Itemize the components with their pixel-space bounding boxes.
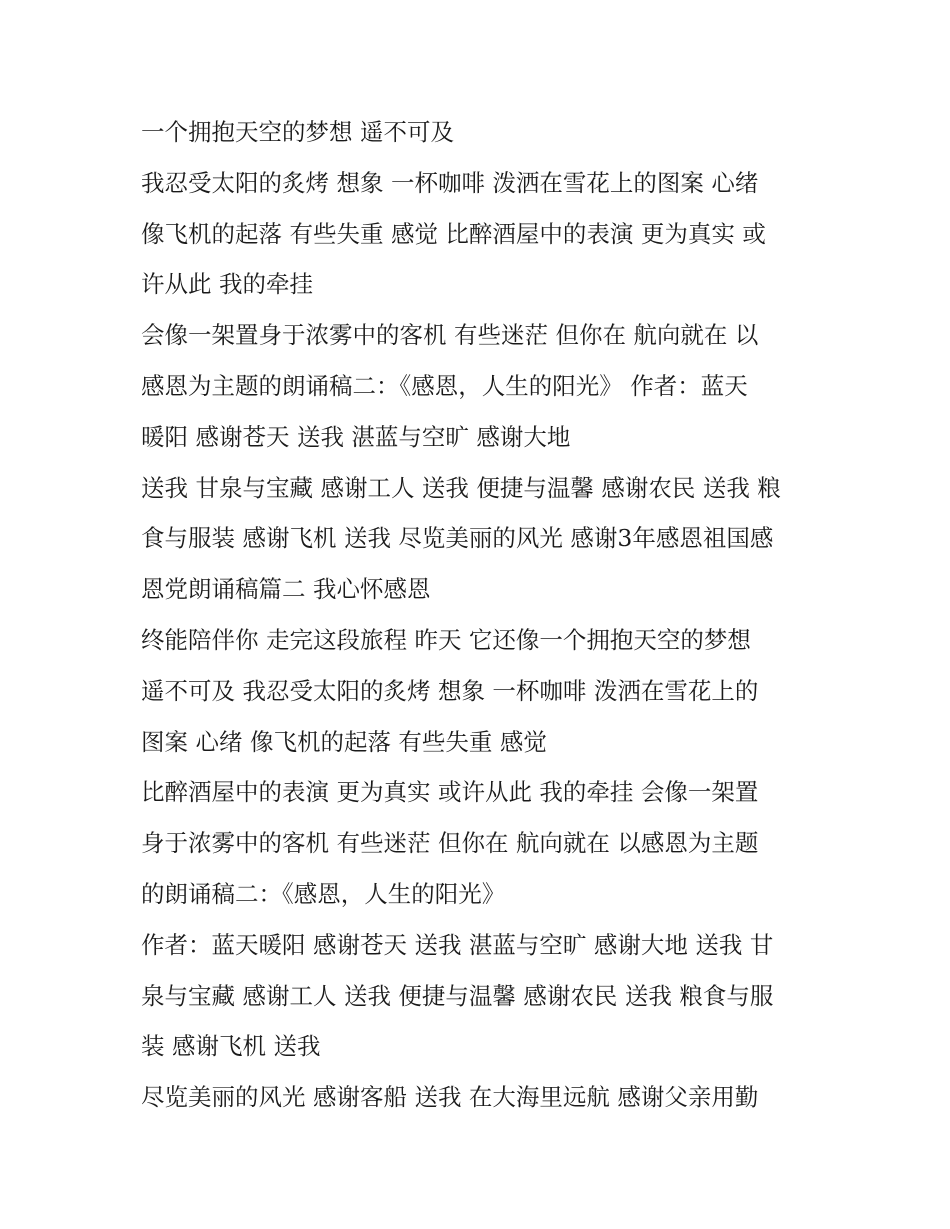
text-line: 感恩为主题的朗诵稿二：《感恩，人生的阳光》 作者：蓝天 — [141, 371, 748, 400]
text-line: 一个拥抱天空的梦想 遥不可及 — [141, 118, 454, 146]
text-line: 许从此 我的牵挂 — [141, 270, 313, 299]
text-line: 作者：蓝天暖阳 感谢苍天 送我 湛蓝与空旷 感谢大地 送我 甘 — [141, 930, 774, 959]
document-body — [141, 107, 821, 1123]
text-line: 暖阳 感谢苍天 送我 湛蓝与空旷 感谢大地 — [141, 422, 571, 451]
text-line: 图案 心绪 像飞机的起落 有些失重 感觉 — [141, 727, 547, 756]
text-line: 的朗诵稿二：《感恩，人生的阳光》 — [141, 879, 506, 908]
text-line: 遥不可及 我忍受太阳的炙烤 想象 一杯咖啡 泼洒在雪花上的 — [141, 676, 759, 705]
text-line: 食与服装 感谢飞机 送我 尽览美丽的风光 感谢3年感恩祖国感 — [141, 524, 774, 553]
text-line: 我忍受太阳的炙烤 想象 一杯咖啡 泼洒在雪花上的图案 心绪 — [141, 168, 759, 197]
text-line: 泉与宝藏 感谢工人 送我 便捷与温馨 感谢农民 送我 粮食与服 — [141, 981, 774, 1010]
text-line: 恩党朗诵稿篇二 我心怀感恩 — [141, 575, 431, 604]
text-line: 尽览美丽的风光 感谢客船 送我 在大海里远航 感谢父亲用勤 — [141, 1083, 759, 1112]
text-line: 装 感谢飞机 送我 — [141, 1032, 321, 1061]
text-line: 身于浓雾中的客机 有些迷茫 但你在 航向就在 以感恩为主题 — [141, 829, 759, 858]
text-line: 送我 甘泉与宝藏 感谢工人 送我 便捷与温馨 感谢农民 送我 粮 — [141, 473, 781, 502]
text-line: 终能陪伴你 走完这段旅程 昨天 它还像一个拥抱天空的梦想 — [141, 625, 751, 654]
text-line: 比醉酒屋中的表演 更为真实 或许从此 我的牵挂 会像一架置 — [141, 778, 759, 807]
text-line: 像飞机的起落 有些失重 感觉 比醉酒屋中的表演 更为真实 或 — [141, 219, 766, 248]
text-line: 会像一架置身于浓雾中的客机 有些迷茫 但你在 航向就在 以 — [141, 321, 759, 350]
